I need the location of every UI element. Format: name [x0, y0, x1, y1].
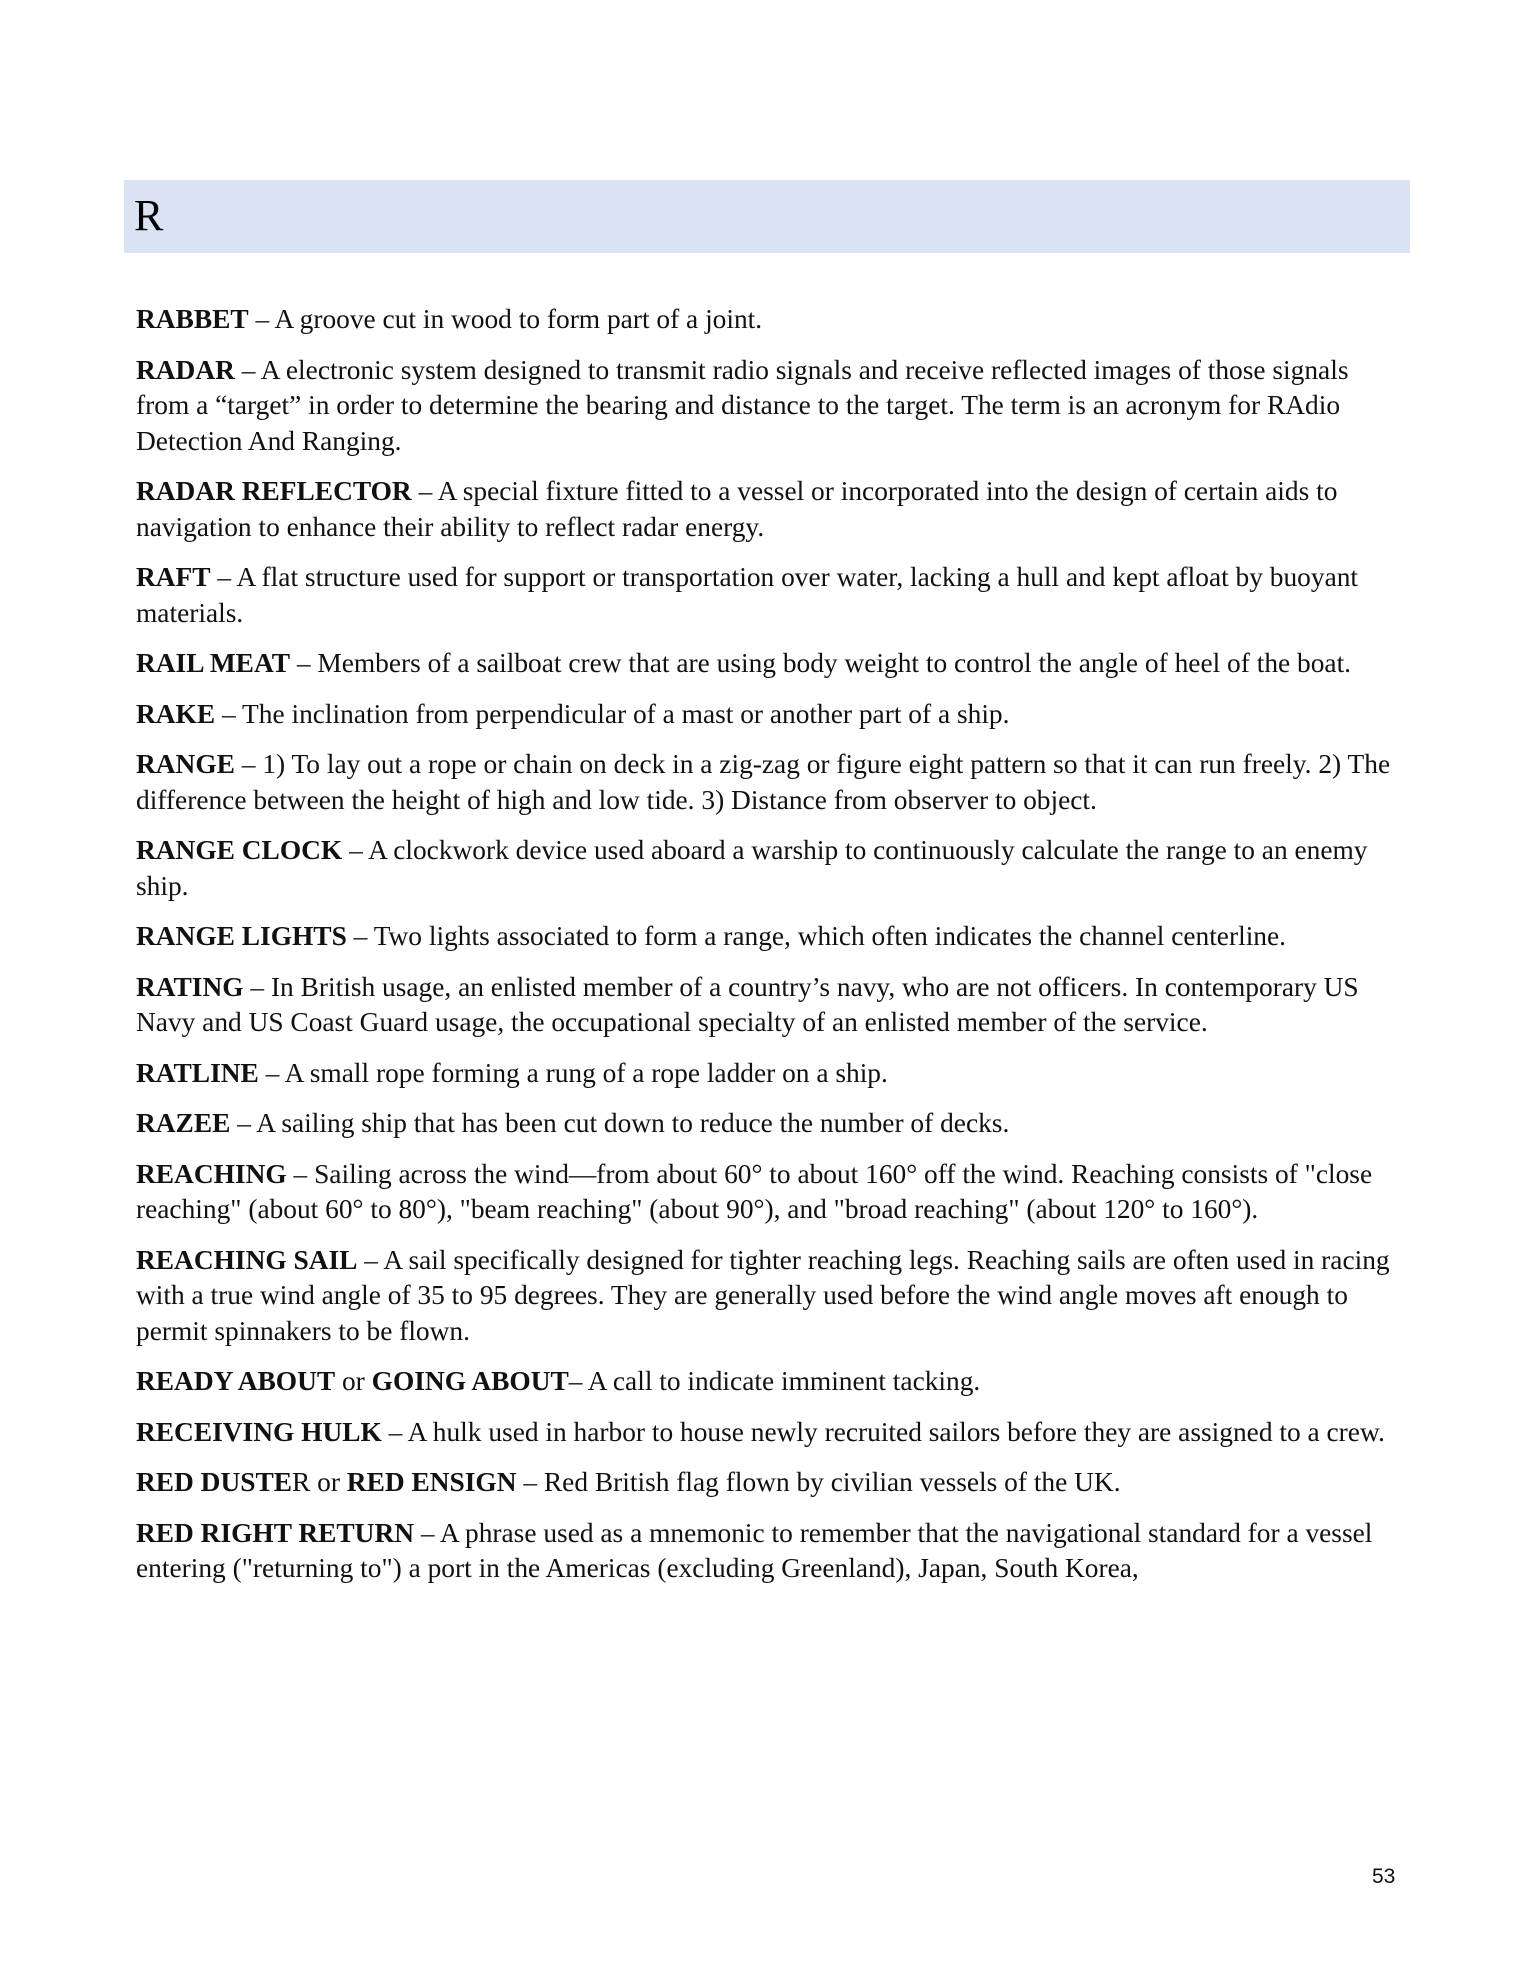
entry-term: RATLINE: [136, 1057, 259, 1088]
page-number: 53: [1372, 1865, 1396, 1888]
glossary-entry: [136, 474, 1404, 545]
glossary-entry: [136, 1106, 1404, 1142]
entry-term: RADAR: [136, 354, 235, 385]
entry-connector: or: [335, 1366, 372, 1396]
entry-term: RED RIGHT RETURN: [136, 1517, 415, 1548]
entry-definition: – A special fixture fitted to a vessel or incorporated into the design of certain aids to navigation to enhance their ability to reflect radar energy.: [136, 476, 1338, 542]
glossary-entry: [136, 747, 1404, 818]
entry-definition: – A electronic system designed to transmit radio signals and receive reflected images of those signals from a “target” in order to determine the bearing and distance to the target. The term is an acronym for RAdio Detection And Ranging.: [136, 354, 1349, 456]
entry-definition: – A sail specifically designed for tighter reaching legs. Reaching sails are often used in racing with a true wind angle of 35 to 95 degrees. They are generally used before the wind angle moves aft enough to permit spinnakers to be flown.: [136, 1244, 1390, 1346]
entry-term: REACHING SAIL: [136, 1244, 358, 1275]
entry-term: RAZEE: [136, 1108, 231, 1138]
entry-term: RAKE: [136, 698, 216, 729]
entry-connector: R or: [292, 1467, 347, 1497]
entry-definition: – A groove cut in wood to form part of a joint.: [248, 304, 763, 334]
glossary-entry: [136, 560, 1404, 631]
entry-definition: – 1) To lay out a rope or chain on deck in a zig-zag or figure eight pattern so that it can run freely. 2) The difference between the height of high and low tide. 3) Distance from observer to object.: [136, 749, 1391, 815]
entry-definition: – Sailing across the wind—from about 60° to about 160° off the wind. Reaching consists of "close reaching" (about 60° to 80°), "beam reaching" (about 90°), and "broad reaching" (about 120° to 160°).: [136, 1158, 1373, 1224]
entry-term-alternate: GOING ABOUT: [371, 1366, 569, 1396]
glossary-entry: [136, 646, 1404, 682]
entry-definition: – Red British flag flown by civilian vessels of the UK.: [516, 1467, 1121, 1497]
entry-term: RANGE: [136, 749, 235, 779]
entry-term: RADAR REFLECTOR: [136, 476, 412, 506]
entry-definition: – A hulk used in harbor to house newly recruited sailors before they are assigned to a crew.: [381, 1416, 1385, 1447]
entry-term-alternate: RED ENSIGN: [346, 1467, 517, 1497]
entry-definition: – A call to indicate imminent tacking.: [568, 1366, 981, 1396]
entry-term: RAIL MEAT: [136, 648, 290, 678]
glossary-entry: [136, 697, 1404, 733]
glossary-entries: [136, 302, 1404, 1602]
entry-definition: – A flat structure used for support or transportation over water, lacking a hull and kept afloat by buoyant materials.: [136, 562, 1359, 628]
glossary-entry: [136, 833, 1404, 904]
glossary-entry: [136, 1465, 1404, 1501]
glossary-entry: [136, 1056, 1404, 1092]
section-header: [124, 180, 1410, 253]
glossary-entry: [136, 1157, 1404, 1228]
entry-definition: – Members of a sailboat crew that are using body weight to control the angle of heel of the boat.: [289, 648, 1352, 678]
entry-term: RATING: [136, 971, 244, 1002]
entry-term: RED DUSTE: [136, 1467, 293, 1497]
entry-term: RABBET: [136, 304, 249, 334]
glossary-entry: [136, 1415, 1404, 1451]
glossary-entry: [136, 1516, 1404, 1587]
glossary-entry: [136, 302, 1404, 338]
entry-definition: – The inclination from perpendicular of a mast or another part of a ship.: [215, 698, 1010, 729]
entry-definition: – Two lights associated to form a range, which often indicates the channel centerline.: [346, 921, 1287, 951]
entry-term: REACHING: [136, 1158, 287, 1189]
section-letter: R: [134, 191, 164, 240]
entry-term: RECEIVING HULK: [136, 1416, 382, 1447]
entry-definition: – A sailing ship that has been cut down to reduce the number of decks.: [230, 1108, 1010, 1138]
entry-term: RANGE LIGHTS: [136, 921, 347, 951]
entry-definition: – A small rope forming a rung of a rope ladder on a ship.: [258, 1057, 888, 1088]
glossary-entry: [136, 1364, 1404, 1400]
glossary-entry: [136, 919, 1404, 955]
entry-definition: – A phrase used as a mnemonic to remember that the navigational standard for a vessel entering ("returning to") a port in the Americas (excluding Greenland), Japan, South Korea,: [136, 1517, 1373, 1583]
entry-term: RAFT: [136, 562, 211, 592]
glossary-entry: [136, 970, 1404, 1041]
glossary-entry: [136, 1243, 1404, 1350]
glossary-entry: [136, 353, 1404, 460]
entry-term: RANGE CLOCK: [136, 835, 343, 865]
entry-definition: – In British usage, an enlisted member of a country’s navy, who are not officers. In contemporary US Navy and US Coast Guard usage, the occupational specialty of an enlisted member of the service.: [136, 971, 1359, 1037]
entry-definition: – A clockwork device used aboard a warship to continuously calculate the range to an enemy ship.: [136, 835, 1368, 901]
entry-term: READY ABOUT: [136, 1366, 336, 1396]
